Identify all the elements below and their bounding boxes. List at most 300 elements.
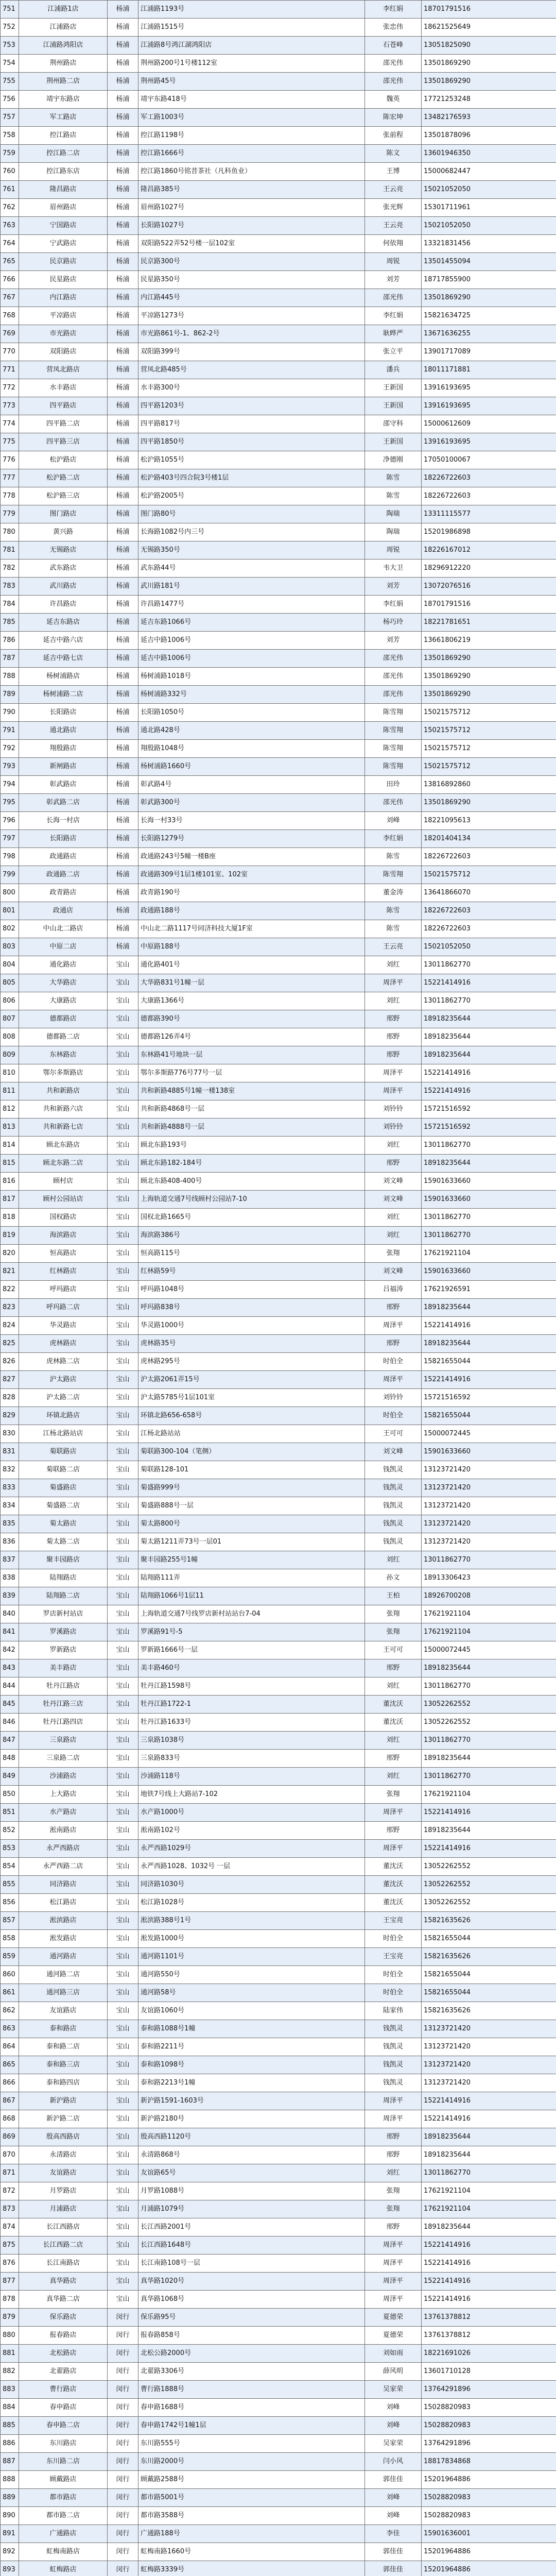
district-cell: 杨浦 bbox=[108, 505, 138, 523]
contact-person-cell: 邵光伟 bbox=[365, 289, 422, 307]
district-cell: 杨浦 bbox=[108, 379, 138, 397]
table-row bbox=[1, 2056, 556, 2074]
contact-person-cell: 夏德荣 bbox=[365, 2309, 422, 2327]
district-cell: 宝山 bbox=[108, 1245, 138, 1263]
table-row bbox=[1, 1353, 556, 1371]
row-number-cell: 858 bbox=[1, 1930, 19, 1948]
address-cell: 淞发路1000号 bbox=[138, 1930, 365, 1948]
contact-person-cell: 李红娟 bbox=[365, 596, 422, 614]
address-cell: 殷高西路1120号 bbox=[138, 2128, 365, 2146]
store-name-cell: 控江路二店 bbox=[19, 145, 108, 163]
address-cell: 三泉路833号 bbox=[138, 1750, 365, 1768]
phone-cell: 13011862770 bbox=[422, 1732, 556, 1750]
contact-person-cell: 刘铃铃 bbox=[365, 1118, 422, 1137]
phone-cell: 18717855900 bbox=[422, 271, 556, 289]
store-name-cell: 殷高西路店 bbox=[19, 2128, 108, 2146]
table-row bbox=[1, 325, 556, 343]
table-row bbox=[1, 902, 556, 920]
address-cell: 地铁7号线上大路站7-102 bbox=[138, 1786, 365, 1804]
district-cell: 杨浦 bbox=[108, 650, 138, 668]
address-cell: 江杨北路站站 bbox=[138, 1425, 365, 1443]
contact-person-cell: 陈雪翔 bbox=[365, 866, 422, 884]
contact-person-cell: 邵光伟 bbox=[365, 794, 422, 812]
store-name-cell: 共和新路六店 bbox=[19, 1100, 108, 1118]
address-cell: 松江路1028号 bbox=[138, 1894, 365, 1912]
row-number-cell: 888 bbox=[1, 2471, 19, 2489]
store-name-cell: 平凉路店 bbox=[19, 307, 108, 325]
store-name-cell: 牡丹江路店 bbox=[19, 1677, 108, 1696]
store-name-cell: 新沪路二店 bbox=[19, 2110, 108, 2128]
row-number-cell: 863 bbox=[1, 2020, 19, 2038]
district-cell: 杨浦 bbox=[108, 271, 138, 289]
row-number-cell: 812 bbox=[1, 1100, 19, 1118]
address-cell: 延吉中路1006号 bbox=[138, 650, 365, 668]
row-number-cell: 859 bbox=[1, 1948, 19, 1966]
row-number-cell: 893 bbox=[1, 2561, 19, 2576]
store-name-cell: 控江路东店 bbox=[19, 163, 108, 181]
row-number-cell: 819 bbox=[1, 1227, 19, 1245]
contact-person-cell: 钱凯灵 bbox=[365, 2020, 422, 2038]
address-cell: 真华路1020号 bbox=[138, 2273, 365, 2291]
contact-person-cell: 陈宏坤 bbox=[365, 109, 422, 127]
store-name-cell: 翔殷路店 bbox=[19, 740, 108, 758]
district-cell: 宝山 bbox=[108, 992, 138, 1010]
address-cell: 水丰路300号 bbox=[138, 379, 365, 397]
table-row bbox=[1, 794, 556, 812]
table-row bbox=[1, 1569, 556, 1587]
address-cell: 新沪路2180号 bbox=[138, 2110, 365, 2128]
district-cell: 杨浦 bbox=[108, 884, 138, 902]
phone-cell: 13501869290 bbox=[422, 73, 556, 91]
address-cell: 都市路5001号 bbox=[138, 2489, 365, 2507]
phone-cell: 18226722603 bbox=[422, 902, 556, 920]
row-number-cell: 781 bbox=[1, 541, 19, 560]
table-row bbox=[1, 740, 556, 758]
phone-cell: 13123721420 bbox=[422, 1461, 556, 1479]
row-number-cell: 873 bbox=[1, 2200, 19, 2218]
store-name-cell: 双阳路店 bbox=[19, 343, 108, 361]
table-row bbox=[1, 343, 556, 361]
address-cell: 牡丹江路1633号 bbox=[138, 1714, 365, 1732]
phone-cell: 15221414916 bbox=[422, 2255, 556, 2273]
store-name-cell: 通河路二店 bbox=[19, 1966, 108, 1984]
contact-person-cell: 陈雪 bbox=[365, 487, 422, 505]
contact-person-cell: 刘红 bbox=[365, 956, 422, 974]
row-number-cell: 752 bbox=[1, 19, 19, 37]
table-row bbox=[1, 433, 556, 451]
district-cell: 闵行 bbox=[108, 2327, 138, 2345]
district-cell: 宝山 bbox=[108, 1804, 138, 1822]
district-cell: 宝山 bbox=[108, 2182, 138, 2200]
table-row bbox=[1, 1984, 556, 2002]
district-cell: 杨浦 bbox=[108, 740, 138, 758]
table-row bbox=[1, 1930, 556, 1948]
contact-person-cell: 刘芳 bbox=[365, 271, 422, 289]
contact-person-cell: 李红娟 bbox=[365, 1, 422, 19]
table-row bbox=[1, 2435, 556, 2453]
phone-cell: 15000072445 bbox=[422, 1425, 556, 1443]
phone-cell: 13816892860 bbox=[422, 776, 556, 794]
table-row bbox=[1, 1118, 556, 1137]
district-cell: 杨浦 bbox=[108, 217, 138, 235]
district-cell: 杨浦 bbox=[108, 722, 138, 740]
address-cell: 控江路1198号 bbox=[138, 127, 365, 145]
table-row bbox=[1, 1389, 556, 1407]
phone-cell: 15221414916 bbox=[422, 2291, 556, 2309]
table-row bbox=[1, 974, 556, 992]
store-name-cell: 新闸路店 bbox=[19, 758, 108, 776]
row-number-cell: 760 bbox=[1, 163, 19, 181]
phone-cell: 15201964886 bbox=[422, 2561, 556, 2576]
contact-person-cell: 周泽平 bbox=[365, 2110, 422, 2128]
contact-person-cell: 王新国 bbox=[365, 433, 422, 451]
address-cell: 荆州路45号 bbox=[138, 73, 365, 91]
table-row bbox=[1, 505, 556, 523]
contact-person-cell: 张忠伟 bbox=[365, 19, 422, 37]
address-cell: 中原路188号 bbox=[138, 938, 365, 956]
phone-cell: 13501869290 bbox=[422, 668, 556, 686]
contact-person-cell: 邵光伟 bbox=[365, 686, 422, 704]
district-cell: 杨浦 bbox=[108, 145, 138, 163]
phone-cell: 15000612609 bbox=[422, 415, 556, 433]
table-row bbox=[1, 578, 556, 596]
district-cell: 宝山 bbox=[108, 2291, 138, 2309]
table-row bbox=[1, 1714, 556, 1732]
phone-cell: 18701791516 bbox=[422, 1, 556, 19]
store-name-cell: 都市路店 bbox=[19, 2489, 108, 2507]
contact-person-cell: 刘峰 bbox=[365, 2399, 422, 2417]
phone-cell: 13011862770 bbox=[422, 1137, 556, 1155]
table-row bbox=[1, 1209, 556, 1227]
district-cell: 宝山 bbox=[108, 2002, 138, 2020]
contact-person-cell: 周泽平 bbox=[365, 1082, 422, 1100]
address-cell: 恒高路115号 bbox=[138, 1245, 365, 1263]
district-cell: 宝山 bbox=[108, 1840, 138, 1858]
contact-person-cell: 张翔 bbox=[365, 1245, 422, 1263]
table-row bbox=[1, 1876, 556, 1894]
table-row bbox=[1, 1281, 556, 1299]
district-cell: 宝山 bbox=[108, 1696, 138, 1714]
store-name-cell: 延吉中路七店 bbox=[19, 650, 108, 668]
store-name-cell: 呼玛路店 bbox=[19, 1281, 108, 1299]
store-name-cell: 罗新路店 bbox=[19, 1641, 108, 1659]
phone-cell: 13011862770 bbox=[422, 1768, 556, 1786]
row-number-cell: 880 bbox=[1, 2327, 19, 2345]
store-name-cell: 松江路店 bbox=[19, 1894, 108, 1912]
store-name-cell: 无锡路店 bbox=[19, 541, 108, 560]
phone-cell: 15021575712 bbox=[422, 722, 556, 740]
store-name-cell: 国权路店 bbox=[19, 1209, 108, 1227]
store-name-cell: 北松路店 bbox=[19, 2345, 108, 2363]
contact-person-cell: 刘红 bbox=[365, 2164, 422, 2182]
district-cell: 宝山 bbox=[108, 1858, 138, 1876]
row-number-cell: 820 bbox=[1, 1245, 19, 1263]
phone-cell: 15028820983 bbox=[422, 2399, 556, 2417]
row-number-cell: 874 bbox=[1, 2218, 19, 2236]
store-name-cell: 罗店新村站店 bbox=[19, 1605, 108, 1623]
district-cell: 宝山 bbox=[108, 2146, 138, 2164]
address-cell: 鄂尔多斯路776号77号一层 bbox=[138, 1064, 365, 1082]
address-cell: 杨树浦路332号 bbox=[138, 686, 365, 704]
district-cell: 杨浦 bbox=[108, 163, 138, 181]
address-cell: 大康路1366号 bbox=[138, 992, 365, 1010]
district-cell: 闵行 bbox=[108, 2435, 138, 2453]
district-cell: 杨浦 bbox=[108, 704, 138, 722]
row-number-cell: 785 bbox=[1, 614, 19, 632]
table-row bbox=[1, 1173, 556, 1191]
store-name-cell: 长江南路店 bbox=[19, 2255, 108, 2273]
table-row bbox=[1, 19, 556, 37]
table-row bbox=[1, 91, 556, 109]
phone-cell: 18918235644 bbox=[422, 1046, 556, 1064]
contact-person-cell: 王新国 bbox=[365, 379, 422, 397]
district-cell: 杨浦 bbox=[108, 19, 138, 37]
store-name-cell: 月浦路店 bbox=[19, 2200, 108, 2218]
row-number-cell: 818 bbox=[1, 1209, 19, 1227]
address-cell: 德都路390号 bbox=[138, 1010, 365, 1028]
row-number-cell: 779 bbox=[1, 505, 19, 523]
table-row bbox=[1, 1804, 556, 1822]
table-row bbox=[1, 2363, 556, 2381]
contact-person-cell: 何依翔 bbox=[365, 235, 422, 253]
row-number-cell: 810 bbox=[1, 1064, 19, 1082]
phone-cell: 13671636255 bbox=[422, 325, 556, 343]
contact-person-cell: 钱凯灵 bbox=[365, 1479, 422, 1497]
row-number-cell: 844 bbox=[1, 1677, 19, 1696]
district-cell: 杨浦 bbox=[108, 73, 138, 91]
phone-cell: 15221414916 bbox=[422, 1064, 556, 1082]
table-row bbox=[1, 2038, 556, 2056]
table-row bbox=[1, 2236, 556, 2255]
store-name-cell: 政通路店 bbox=[19, 848, 108, 866]
phone-cell: 13011862770 bbox=[422, 1551, 556, 1569]
table-row bbox=[1, 1497, 556, 1515]
district-cell: 杨浦 bbox=[108, 361, 138, 379]
store-name-cell: 彰武路店 bbox=[19, 776, 108, 794]
phone-cell: 15221414916 bbox=[422, 2092, 556, 2110]
address-cell: 北翟路3306号 bbox=[138, 2363, 365, 2381]
address-cell: 长江西路1648号 bbox=[138, 2236, 365, 2255]
district-cell: 杨浦 bbox=[108, 758, 138, 776]
district-cell: 闵行 bbox=[108, 2363, 138, 2381]
table-row bbox=[1, 361, 556, 379]
address-cell: 通河路1101号 bbox=[138, 1948, 365, 1966]
store-name-cell: 永清路店 bbox=[19, 2146, 108, 2164]
phone-cell: 15821655044 bbox=[422, 1984, 556, 2002]
store-name-cell: 牡丹江路四店 bbox=[19, 1714, 108, 1732]
table-row bbox=[1, 1155, 556, 1173]
phone-cell: 15221414916 bbox=[422, 1317, 556, 1335]
contact-person-cell: 张翔 bbox=[365, 2200, 422, 2218]
table-row bbox=[1, 2489, 556, 2507]
row-number-cell: 881 bbox=[1, 2345, 19, 2363]
district-cell: 杨浦 bbox=[108, 902, 138, 920]
row-number-cell: 813 bbox=[1, 1118, 19, 1137]
district-cell: 闵行 bbox=[108, 2399, 138, 2417]
contact-person-cell: 邵光伟 bbox=[365, 668, 422, 686]
store-name-cell: 水产路店 bbox=[19, 1804, 108, 1822]
row-number-cell: 805 bbox=[1, 974, 19, 992]
table-row bbox=[1, 1335, 556, 1353]
district-cell: 杨浦 bbox=[108, 289, 138, 307]
store-name-cell: 营凤北路店 bbox=[19, 361, 108, 379]
address-cell: 菊联路300-104（笔侧） bbox=[138, 1443, 365, 1461]
district-cell: 杨浦 bbox=[108, 55, 138, 73]
table-row bbox=[1, 415, 556, 433]
contact-person-cell: 邢野 bbox=[365, 1155, 422, 1173]
phone-cell: 13501869290 bbox=[422, 650, 556, 668]
table-row bbox=[1, 1822, 556, 1840]
store-name-cell: 菊太路店 bbox=[19, 1515, 108, 1533]
contact-person-cell: 周泽平 bbox=[365, 1371, 422, 1389]
contact-person-cell: 邵光伟 bbox=[365, 55, 422, 73]
address-cell: 杨树浦路1018号 bbox=[138, 668, 365, 686]
phone-cell: 13072076516 bbox=[422, 578, 556, 596]
contact-person-cell: 孙文 bbox=[365, 1569, 422, 1587]
contact-person-cell: 刘峰 bbox=[365, 2489, 422, 2507]
row-number-cell: 777 bbox=[1, 469, 19, 487]
contact-person-cell: 薛风明 bbox=[365, 2363, 422, 2381]
contact-person-cell: 魏英 bbox=[365, 91, 422, 109]
row-number-cell: 879 bbox=[1, 2309, 19, 2327]
table-row bbox=[1, 2255, 556, 2273]
phone-cell: 15021052050 bbox=[422, 181, 556, 199]
district-cell: 宝山 bbox=[108, 1082, 138, 1100]
row-number-cell: 774 bbox=[1, 415, 19, 433]
address-cell: 军工路1003号 bbox=[138, 109, 365, 127]
store-name-cell: 呼玛路二店 bbox=[19, 1299, 108, 1317]
district-cell: 宝山 bbox=[108, 1515, 138, 1533]
table-row bbox=[1, 1191, 556, 1209]
address-cell: 沙浦路118号 bbox=[138, 1768, 365, 1786]
row-number-cell: 845 bbox=[1, 1696, 19, 1714]
district-cell: 宝山 bbox=[108, 1155, 138, 1173]
address-cell: 民京路300号 bbox=[138, 253, 365, 271]
table-row bbox=[1, 469, 556, 487]
table-row bbox=[1, 1966, 556, 1984]
store-name-cell: 广通路店 bbox=[19, 2525, 108, 2543]
address-cell: 菊盛路999号 bbox=[138, 1479, 365, 1497]
row-number-cell: 775 bbox=[1, 433, 19, 451]
address-cell: 平凉路1273号 bbox=[138, 307, 365, 325]
district-cell: 宝山 bbox=[108, 2092, 138, 2110]
phone-cell: 18918235644 bbox=[422, 2128, 556, 2146]
contact-person-cell: 刘文峰 bbox=[365, 1191, 422, 1209]
phone-cell: 18226722603 bbox=[422, 469, 556, 487]
store-name-cell: 淞发路店 bbox=[19, 1930, 108, 1948]
row-number-cell: 853 bbox=[1, 1840, 19, 1858]
store-name-cell: 延吉东路店 bbox=[19, 614, 108, 632]
contact-person-cell: 钱凯灵 bbox=[365, 1461, 422, 1479]
address-cell: 泰和路1098号 bbox=[138, 2056, 365, 2074]
address-cell: 松沪路1055号 bbox=[138, 451, 365, 469]
table-row bbox=[1, 2345, 556, 2363]
district-cell: 宝山 bbox=[108, 1064, 138, 1082]
address-cell: 菊联路128-101 bbox=[138, 1461, 365, 1479]
row-number-cell: 761 bbox=[1, 181, 19, 199]
contact-person-cell: 李红娟 bbox=[365, 307, 422, 325]
row-number-cell: 798 bbox=[1, 848, 19, 866]
phone-cell: 15221414916 bbox=[422, 1082, 556, 1100]
contact-person-cell: 吴家荣 bbox=[365, 2381, 422, 2399]
address-cell: 菊盛路888号一层 bbox=[138, 1497, 365, 1515]
store-name-cell: 虹梅南路店 bbox=[19, 2543, 108, 2561]
row-number-cell: 839 bbox=[1, 1587, 19, 1605]
district-cell: 宝山 bbox=[108, 2056, 138, 2074]
district-cell: 宝山 bbox=[108, 2020, 138, 2038]
store-name-cell: 永严西路二店 bbox=[19, 1858, 108, 1876]
table-row bbox=[1, 2309, 556, 2327]
store-name-cell: 顾村公园站店 bbox=[19, 1191, 108, 1209]
district-cell: 宝山 bbox=[108, 956, 138, 974]
contact-person-cell: 郭佳佳 bbox=[365, 2471, 422, 2489]
store-name-cell: 三泉路店 bbox=[19, 1732, 108, 1750]
phone-cell: 13601710128 bbox=[422, 2363, 556, 2381]
contact-person-cell: 李红娟 bbox=[365, 830, 422, 848]
table-row bbox=[1, 181, 556, 199]
phone-cell: 15721516592 bbox=[422, 1118, 556, 1137]
phone-cell: 15821655044 bbox=[422, 1966, 556, 1984]
phone-cell: 18918235644 bbox=[422, 1335, 556, 1353]
contact-person-cell: 张立平 bbox=[365, 343, 422, 361]
contact-person-cell: 钱凯灵 bbox=[365, 1533, 422, 1551]
table-row bbox=[1, 1696, 556, 1714]
table-row bbox=[1, 632, 556, 650]
store-name-cell: 四平路三店 bbox=[19, 433, 108, 451]
address-cell: 泰和路1088号1幢 bbox=[138, 2020, 365, 2038]
address-cell: 菊太路800号 bbox=[138, 1515, 365, 1533]
table-row bbox=[1, 37, 556, 55]
address-cell: 永清路868号 bbox=[138, 2146, 365, 2164]
contact-person-cell: 刘文峰 bbox=[365, 1263, 422, 1281]
district-cell: 宝山 bbox=[108, 1659, 138, 1677]
table-row bbox=[1, 289, 556, 307]
store-name-cell: 北翟路店 bbox=[19, 2363, 108, 2381]
store-name-cell: 隆昌路店 bbox=[19, 181, 108, 199]
contact-person-cell: 董沈沃 bbox=[365, 1714, 422, 1732]
district-cell: 杨浦 bbox=[108, 938, 138, 956]
address-cell: 长阳路1050号 bbox=[138, 704, 365, 722]
district-cell: 宝山 bbox=[108, 1028, 138, 1046]
address-cell: 春申路1688号 bbox=[138, 2399, 365, 2417]
contact-person-cell: 陆家伟 bbox=[365, 2002, 422, 2020]
store-name-cell: 虎林路店 bbox=[19, 1335, 108, 1353]
district-cell: 宝山 bbox=[108, 1317, 138, 1335]
row-number-cell: 856 bbox=[1, 1894, 19, 1912]
row-number-cell: 773 bbox=[1, 397, 19, 415]
address-cell: 市光路861号-1、862-2号 bbox=[138, 325, 365, 343]
address-cell: 许昌路1477号 bbox=[138, 596, 365, 614]
address-cell: 四平路817号 bbox=[138, 415, 365, 433]
table-row bbox=[1, 253, 556, 271]
contact-person-cell: 时伯全 bbox=[365, 1966, 422, 1984]
phone-cell: 13916193695 bbox=[422, 379, 556, 397]
table-row bbox=[1, 560, 556, 578]
phone-cell: 15021052050 bbox=[422, 938, 556, 956]
row-number-cell: 868 bbox=[1, 2110, 19, 2128]
table-row bbox=[1, 2074, 556, 2092]
row-number-cell: 850 bbox=[1, 1786, 19, 1804]
district-cell: 杨浦 bbox=[108, 1, 138, 19]
contact-person-cell: 王云亮 bbox=[365, 938, 422, 956]
address-cell: 牡丹江路1722-1 bbox=[138, 1696, 365, 1714]
row-number-cell: 862 bbox=[1, 2002, 19, 2020]
address-cell: 报春路858号 bbox=[138, 2327, 365, 2345]
row-number-cell: 834 bbox=[1, 1497, 19, 1515]
district-cell: 杨浦 bbox=[108, 596, 138, 614]
row-number-cell: 865 bbox=[1, 2056, 19, 2074]
store-name-cell: 沪太路二店 bbox=[19, 1389, 108, 1407]
